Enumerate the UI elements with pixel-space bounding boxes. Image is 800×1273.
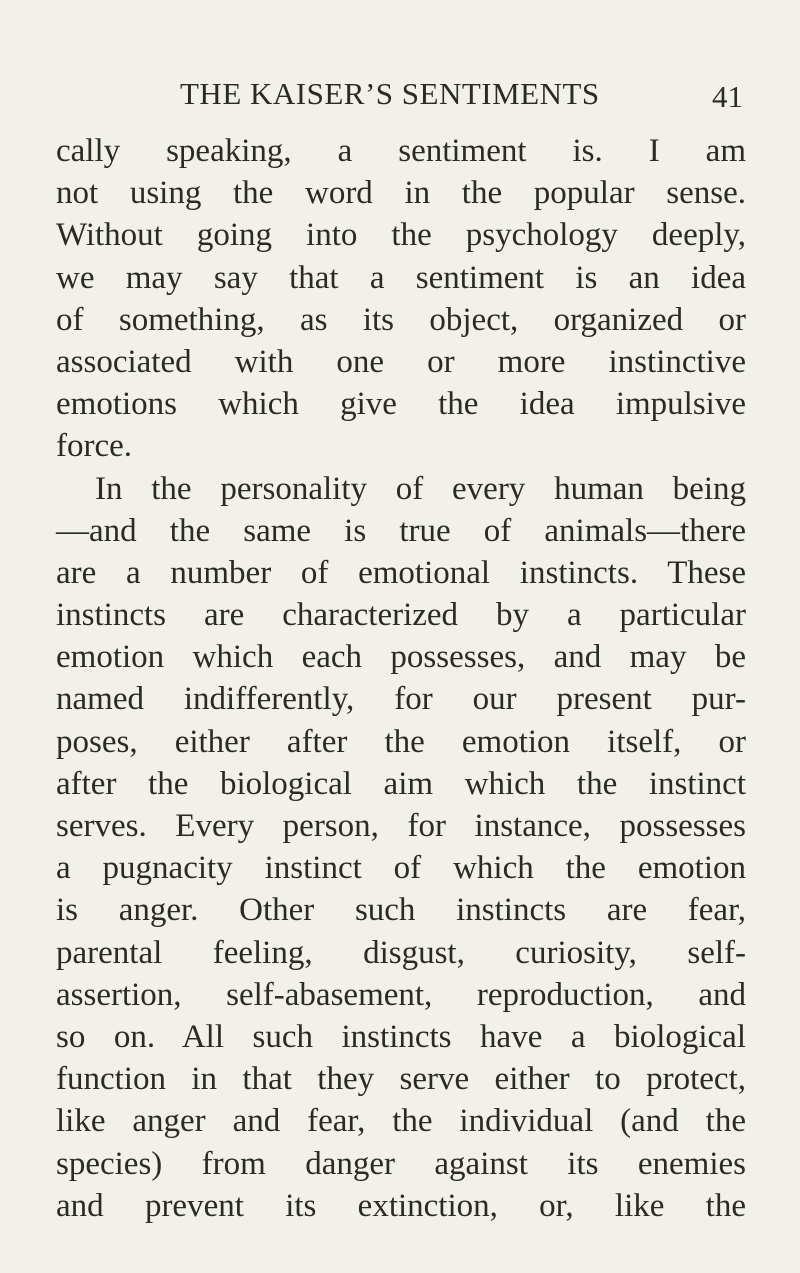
- text-line: assertion, self-abasement, reproduction, and: [56, 976, 746, 1013]
- text-line: of something, as its object, organized or: [56, 301, 746, 338]
- text-line: is anger. Other such instincts are fear,: [56, 892, 746, 929]
- page-number: 41: [712, 79, 743, 114]
- text-line: not using the word in the popular sense.: [56, 175, 746, 212]
- text-line: cally speaking, a sentiment is. I am: [56, 133, 746, 169]
- text-line: are a number of emotional instincts. These: [56, 554, 746, 591]
- text-line: —and the same is true of animals—there: [56, 512, 746, 549]
- text-line: serves. Every person, for instance, possesses: [56, 808, 746, 844]
- running-head: [56, 76, 744, 112]
- text-line: associated with one or more instinctive: [56, 343, 746, 380]
- text-line: after the biological aim which the instinct: [56, 765, 746, 802]
- text-line: emotion which each possesses, and may be: [56, 639, 746, 676]
- running-title: THE KAISER’S SENTIMENTS: [180, 76, 600, 111]
- text-line: In the personality of every human being: [95, 470, 746, 507]
- text-line: emotions which give the idea impulsive: [56, 386, 746, 423]
- text-line: Without going into the psychology deeply,: [56, 217, 746, 254]
- text-line: parental feeling, disgust, curiosity, self-: [56, 934, 746, 971]
- text-line: and prevent its extinction, or, like the: [56, 1187, 746, 1224]
- text-line: instincts are characterized by a particular: [56, 597, 746, 634]
- text-line: we may say that a sentiment is an idea: [56, 259, 746, 296]
- text-line: so on. All such instincts have a biological: [56, 1018, 746, 1055]
- body-text: [56, 130, 746, 1227]
- text-line: function in that they serve either to protect,: [56, 1061, 746, 1098]
- text-line: poses, either after the emotion itself, or: [56, 723, 746, 760]
- text-line: named indifferently, for our present pur-: [56, 681, 746, 718]
- text-line: like anger and fear, the individual (and the: [56, 1103, 746, 1140]
- text-line: force.: [56, 428, 133, 465]
- text-line: species) from danger against its enemies: [56, 1145, 746, 1182]
- text-line: a pugnacity instinct of which the emotion: [56, 850, 746, 887]
